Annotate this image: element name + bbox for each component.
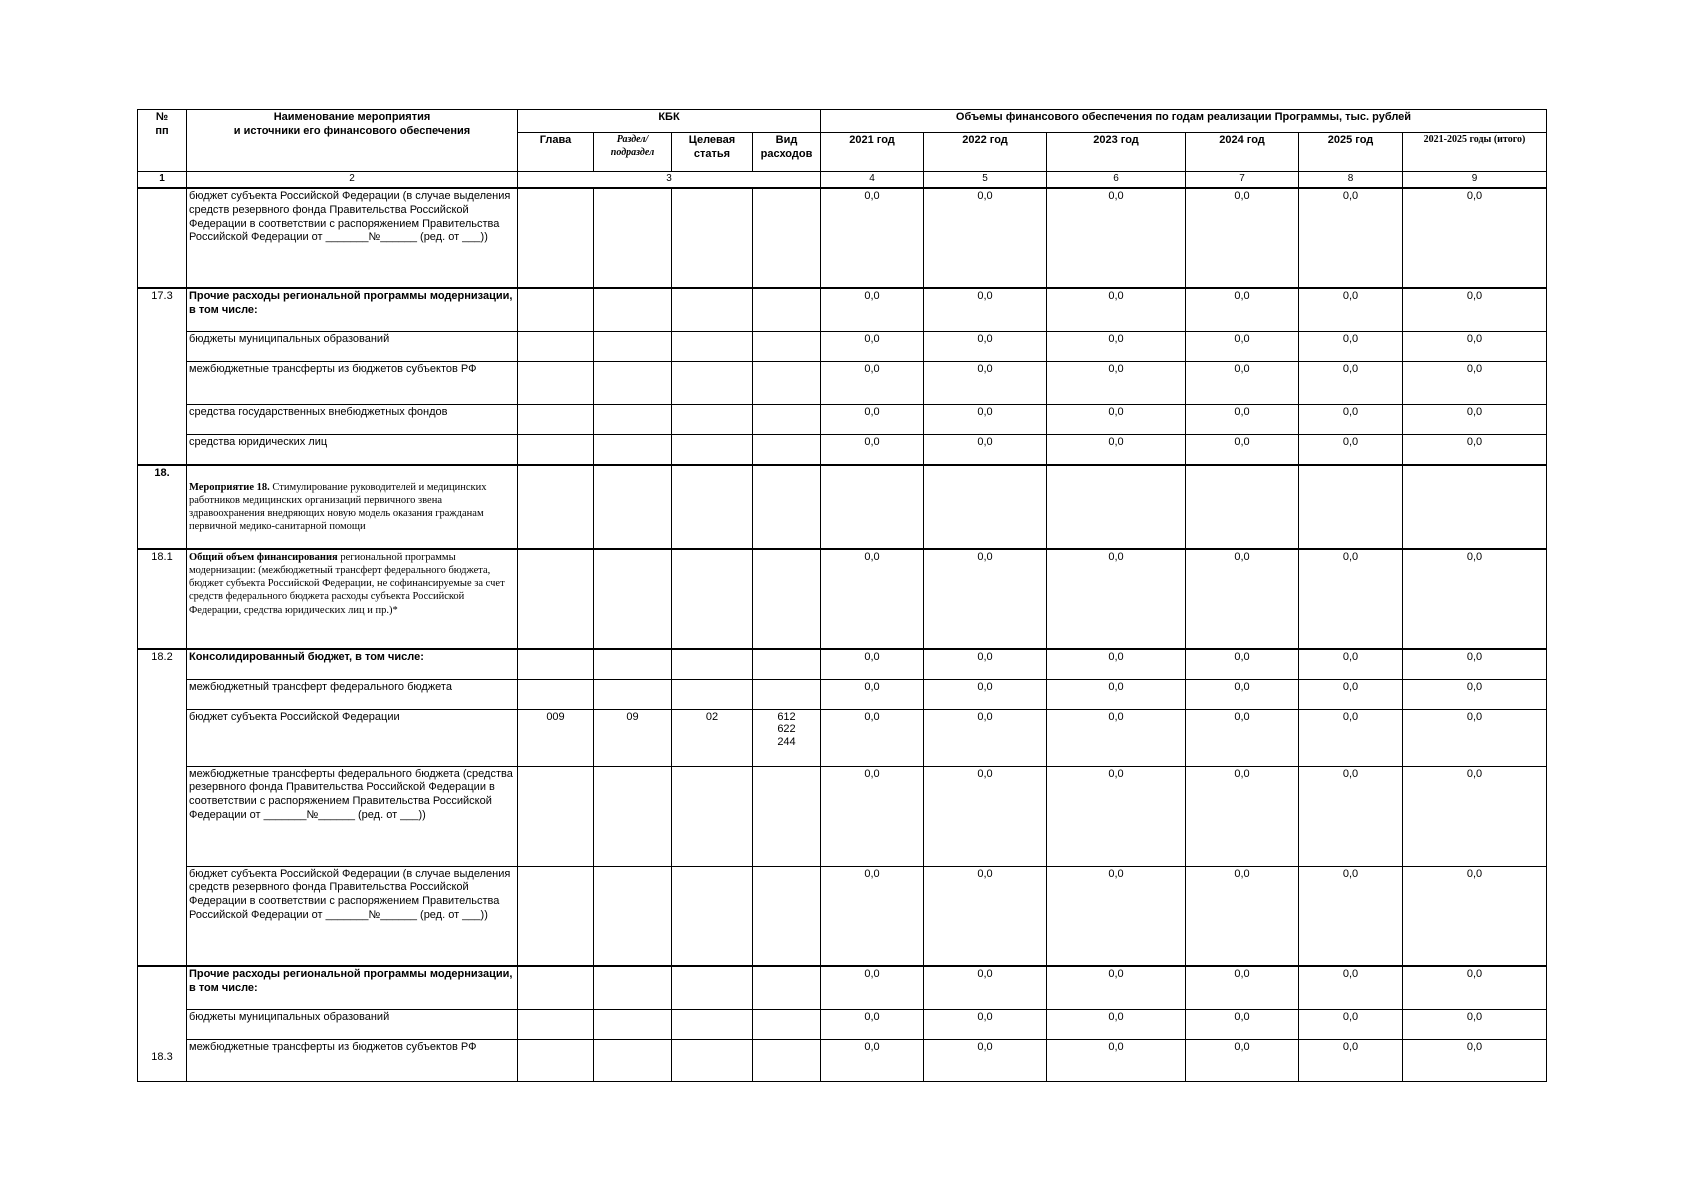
amount-cell: 0,0 (1403, 766, 1547, 866)
amount-cell: 0,0 (924, 679, 1047, 709)
amount-cell: 0,0 (1403, 434, 1547, 465)
empty-cell (753, 404, 821, 434)
table-row (138, 361, 1547, 404)
empty-cell (672, 649, 753, 679)
empty-cell (753, 361, 821, 404)
colnum-5: 5 (924, 172, 1047, 189)
amount-cell: 0,0 (821, 649, 924, 679)
table-row (138, 649, 1547, 679)
row-number (138, 188, 187, 288)
kbk-vid: 612 622 244 (753, 709, 821, 766)
amount-cell: 0,0 (1047, 1039, 1186, 1081)
empty-cell (672, 966, 753, 1009)
total-text: региональной программы модернизации: (межбюджетный трансферт федерального бюджета, бюджет субъекта Российской Федерации, не софинансируемые за счет средств федерального бюджета расходы субъекта Российской Федерации, средства юридических лиц и пр.)* (189, 552, 505, 616)
row-description (187, 465, 518, 549)
empty-cell (518, 434, 594, 465)
header-vid: Вид расходов (753, 133, 821, 172)
empty-cell (753, 434, 821, 465)
amount-cell: 0,0 (1186, 404, 1299, 434)
financing-table (137, 109, 1547, 1082)
row-description (187, 549, 518, 649)
empty-cell (672, 288, 753, 331)
amount-cell: 0,0 (1047, 649, 1186, 679)
empty-cell (672, 1009, 753, 1039)
amount-cell: 0,0 (1186, 434, 1299, 465)
kbk-glava: 009 (518, 709, 594, 766)
amount-cell: 0,0 (1047, 331, 1186, 361)
amount-cell: 0,0 (821, 1039, 924, 1081)
amount-cell: 0,0 (1186, 288, 1299, 331)
empty-cell (753, 649, 821, 679)
amount-cell: 0,0 (821, 966, 924, 1009)
amount-cell: 0,0 (1047, 709, 1186, 766)
amount-cell: 0,0 (924, 966, 1047, 1009)
empty-cell (594, 549, 672, 649)
amount-cell: 0,0 (924, 1009, 1047, 1039)
table-row (138, 1039, 1547, 1081)
table-row (138, 709, 1547, 766)
colnum-7: 7 (1186, 172, 1299, 189)
amount-cell: 0,0 (1403, 1009, 1547, 1039)
empty-cell (518, 966, 594, 1009)
empty-cell (594, 434, 672, 465)
total-title: Общий объем финансирования (189, 552, 338, 563)
empty-cell (753, 465, 821, 549)
table-row (138, 549, 1547, 649)
empty-cell (753, 549, 821, 649)
amount-cell: 0,0 (1186, 766, 1299, 866)
empty-cell (594, 331, 672, 361)
kbk-razdel: 09 (594, 709, 672, 766)
amount-cell: 0,0 (1186, 1009, 1299, 1039)
amount-cell: 0,0 (1047, 288, 1186, 331)
header-year-2024: 2024 год (1186, 133, 1299, 172)
amount-cell: 0,0 (1299, 679, 1403, 709)
empty-cell (518, 465, 594, 549)
empty-cell (672, 188, 753, 288)
colnum-9: 9 (1403, 172, 1547, 189)
empty-cell (594, 966, 672, 1009)
empty-cell (518, 288, 594, 331)
empty-cell (753, 966, 821, 1009)
empty-cell (518, 1039, 594, 1081)
table-row (138, 331, 1547, 361)
amount-cell: 0,0 (1186, 866, 1299, 966)
amount-cell: 0,0 (1047, 549, 1186, 649)
kbk-statya: 02 (672, 709, 753, 766)
empty-cell (594, 1009, 672, 1039)
header-year-2025: 2025 год (1299, 133, 1403, 172)
empty-cell (594, 465, 672, 549)
empty-cell (594, 288, 672, 331)
amount-cell: 0,0 (1403, 288, 1547, 331)
amount-cell: 0,0 (924, 1039, 1047, 1081)
empty-cell (1299, 465, 1403, 549)
table-row (138, 404, 1547, 434)
empty-cell (672, 331, 753, 361)
amount-cell: 0,0 (1299, 766, 1403, 866)
amount-cell: 0,0 (924, 404, 1047, 434)
row-description: бюджет субъекта Российской Федерации (в случае выделения средств резервного фонда Правительства Российской Федерации в соответствии с распоряжением Правительства Российской Федерации от _______№______ (ред. от ___)) (187, 866, 518, 966)
table-row (138, 288, 1547, 331)
amount-cell: 0,0 (1047, 766, 1186, 866)
colnum-4: 4 (821, 172, 924, 189)
amount-cell: 0,0 (821, 1009, 924, 1039)
header-year-2021: 2021 год (821, 133, 924, 172)
row-description: межбюджетные трансферты из бюджетов субъектов РФ (187, 361, 518, 404)
empty-cell (672, 679, 753, 709)
empty-cell (753, 1009, 821, 1039)
amount-cell: 0,0 (1299, 549, 1403, 649)
table-row (138, 1009, 1547, 1039)
row-description: Прочие расходы региональной программы модернизации, в том числе: (187, 288, 518, 331)
row-description: Консолидированный бюджет, в том числе: (187, 649, 518, 679)
row-number: 18.1 (138, 549, 187, 649)
empty-cell (518, 1009, 594, 1039)
amount-cell: 0,0 (1299, 288, 1403, 331)
empty-cell (518, 679, 594, 709)
empty-cell (518, 404, 594, 434)
amount-cell: 0,0 (1047, 866, 1186, 966)
empty-cell (672, 404, 753, 434)
amount-cell: 0,0 (1403, 331, 1547, 361)
row-number: 18.2 (138, 649, 187, 966)
row-number: 18.3 (138, 966, 187, 1081)
empty-cell (672, 1039, 753, 1081)
header-volumes: Объемы финансового обеспечения по годам реализации Программы, тыс. рублей (821, 110, 1547, 133)
amount-cell: 0,0 (821, 404, 924, 434)
amount-cell: 0,0 (1047, 361, 1186, 404)
amount-cell: 0,0 (821, 188, 924, 288)
amount-cell: 0,0 (821, 361, 924, 404)
header-kbk: КБК (518, 110, 821, 133)
empty-cell (753, 1039, 821, 1081)
amount-cell: 0,0 (1047, 188, 1186, 288)
amount-cell: 0,0 (1403, 1039, 1547, 1081)
amount-cell: 0,0 (1047, 434, 1186, 465)
row-description: средства государственных внебюджетных фондов (187, 404, 518, 434)
empty-cell (518, 331, 594, 361)
amount-cell: 0,0 (1186, 188, 1299, 288)
row-number: 18. (138, 465, 187, 549)
amount-cell: 0,0 (924, 188, 1047, 288)
amount-cell: 0,0 (1299, 649, 1403, 679)
empty-cell (518, 649, 594, 679)
amount-cell: 0,0 (1186, 649, 1299, 679)
amount-cell: 0,0 (1186, 1039, 1299, 1081)
header-year-2022: 2022 год (924, 133, 1047, 172)
amount-cell: 0,0 (924, 766, 1047, 866)
measure-title: Мероприятие 18. (189, 481, 270, 493)
empty-cell (672, 766, 753, 866)
empty-cell (753, 766, 821, 866)
table-row (138, 188, 1547, 288)
row-description: бюджеты муниципальных образований (187, 1009, 518, 1039)
empty-cell (594, 679, 672, 709)
amount-cell: 0,0 (821, 679, 924, 709)
amount-cell: 0,0 (821, 331, 924, 361)
amount-cell: 0,0 (1186, 966, 1299, 1009)
empty-cell (753, 866, 821, 966)
amount-cell: 0,0 (821, 434, 924, 465)
row-number: 17.3 (138, 288, 187, 465)
colnum-2: 2 (187, 172, 518, 189)
table-row (138, 966, 1547, 1009)
empty-cell (594, 404, 672, 434)
amount-cell: 0,0 (924, 331, 1047, 361)
amount-cell: 0,0 (1047, 679, 1186, 709)
empty-cell (1403, 465, 1547, 549)
colnum-6: 6 (1047, 172, 1186, 189)
table-row (138, 766, 1547, 866)
amount-cell: 0,0 (1186, 331, 1299, 361)
amount-cell: 0,0 (1186, 361, 1299, 404)
amount-cell: 0,0 (1299, 1039, 1403, 1081)
empty-cell (1047, 465, 1186, 549)
amount-cell: 0,0 (1186, 679, 1299, 709)
amount-cell: 0,0 (1403, 361, 1547, 404)
table-row (138, 679, 1547, 709)
header-statya: Целевая статья (672, 133, 753, 172)
empty-cell (672, 434, 753, 465)
measure-text: Стимулирование руководителей и медицинских работников медицинских организаций первичного звена здравоохранения внедряющих новую модель оказания гражданам первичной медико-санитарной помощи (189, 481, 487, 533)
amount-cell: 0,0 (1299, 434, 1403, 465)
row-description: межбюджетные трансферты из бюджетов субъектов РФ (187, 1039, 518, 1081)
empty-cell (518, 866, 594, 966)
amount-cell: 0,0 (924, 434, 1047, 465)
empty-cell (594, 361, 672, 404)
amount-cell: 0,0 (1299, 404, 1403, 434)
amount-cell: 0,0 (1403, 404, 1547, 434)
empty-cell (518, 766, 594, 866)
colnum-1: 1 (138, 172, 187, 189)
amount-cell: 0,0 (1047, 1009, 1186, 1039)
row-description: межбюджетный трансферт федерального бюджета (187, 679, 518, 709)
row-description: межбюджетные трансферты федерального бюджета (средства резервного фонда Правительства Российской Федерации в соответствии с распоряжением Правительства Российской Федерации от _______№______ (ред. от ___)) (187, 766, 518, 866)
header-glava: Глава (518, 133, 594, 172)
empty-cell (672, 361, 753, 404)
empty-cell (594, 866, 672, 966)
empty-cell (594, 766, 672, 866)
empty-cell (821, 465, 924, 549)
amount-cell: 0,0 (1403, 966, 1547, 1009)
empty-cell (753, 331, 821, 361)
header-name: Наименование мероприятия и источники его финансового обеспечения (187, 110, 518, 172)
row-description: Прочие расходы региональной программы модернизации, в том числе: (187, 966, 518, 1009)
empty-cell (594, 188, 672, 288)
amount-cell: 0,0 (1299, 361, 1403, 404)
empty-cell (518, 188, 594, 288)
empty-cell (672, 465, 753, 549)
amount-cell: 0,0 (924, 709, 1047, 766)
row-description: средства юридических лиц (187, 434, 518, 465)
amount-cell: 0,0 (924, 549, 1047, 649)
amount-cell: 0,0 (1403, 679, 1547, 709)
colnum-8: 8 (1299, 172, 1403, 189)
amount-cell: 0,0 (821, 709, 924, 766)
amount-cell: 0,0 (1186, 549, 1299, 649)
amount-cell: 0,0 (1299, 188, 1403, 288)
empty-cell (753, 288, 821, 331)
empty-cell (594, 649, 672, 679)
header-year-total: 2021-2025 годы (итого) (1403, 133, 1547, 172)
row-description: бюджеты муниципальных образований (187, 331, 518, 361)
header-razdel: Раздел/ подраздел (594, 133, 672, 172)
empty-cell (672, 549, 753, 649)
table-row (138, 434, 1547, 465)
amount-cell: 0,0 (821, 866, 924, 966)
amount-cell: 0,0 (1299, 1009, 1403, 1039)
amount-cell: 0,0 (924, 649, 1047, 679)
amount-cell: 0,0 (1047, 966, 1186, 1009)
amount-cell: 0,0 (1403, 188, 1547, 288)
amount-cell: 0,0 (1403, 709, 1547, 766)
amount-cell: 0,0 (924, 866, 1047, 966)
amount-cell: 0,0 (1047, 404, 1186, 434)
empty-cell (518, 361, 594, 404)
amount-cell: 0,0 (821, 549, 924, 649)
table-row (138, 866, 1547, 966)
amount-cell: 0,0 (1403, 866, 1547, 966)
amount-cell: 0,0 (924, 361, 1047, 404)
empty-cell (1186, 465, 1299, 549)
amount-cell: 0,0 (1403, 549, 1547, 649)
amount-cell: 0,0 (1403, 649, 1547, 679)
empty-cell (672, 866, 753, 966)
colnum-3: 3 (518, 172, 821, 189)
table-row (138, 465, 1547, 549)
row-description: бюджет субъекта Российской Федерации (в случае выделения средств резервного фонда Правительства Российской Федерации в соответствии с распоряжением Правительства Российской Федерации от _______№______ (ред. от ___)) (187, 188, 518, 288)
amount-cell: 0,0 (821, 766, 924, 866)
empty-cell (924, 465, 1047, 549)
header-no: № пп (138, 110, 187, 172)
amount-cell: 0,0 (1186, 709, 1299, 766)
amount-cell: 0,0 (1299, 331, 1403, 361)
row-description: бюджет субъекта Российской Федерации (187, 709, 518, 766)
amount-cell: 0,0 (821, 288, 924, 331)
empty-cell (753, 679, 821, 709)
empty-cell (518, 549, 594, 649)
amount-cell: 0,0 (1299, 866, 1403, 966)
amount-cell: 0,0 (924, 288, 1047, 331)
empty-cell (594, 1039, 672, 1081)
empty-cell (753, 188, 821, 288)
amount-cell: 0,0 (1299, 966, 1403, 1009)
header-year-2023: 2023 год (1047, 133, 1186, 172)
amount-cell: 0,0 (1299, 709, 1403, 766)
